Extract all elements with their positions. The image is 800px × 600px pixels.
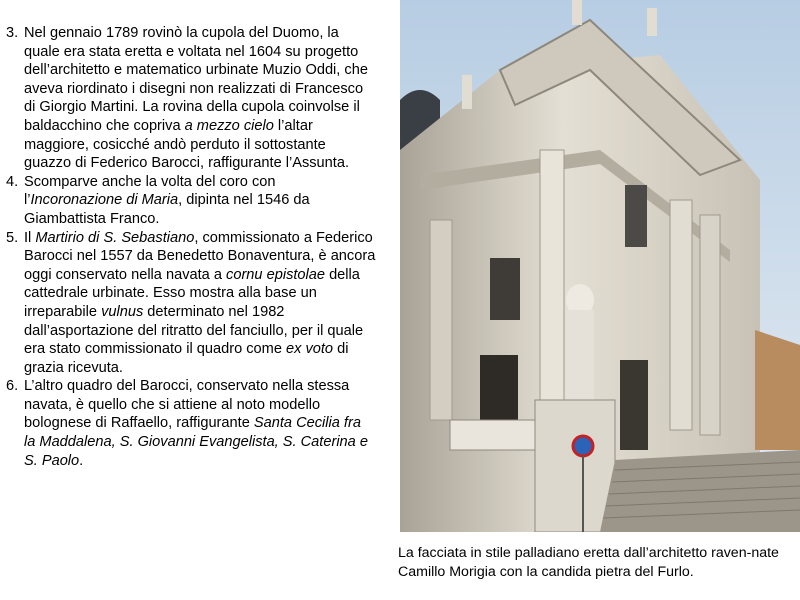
italic-title-text: ex voto xyxy=(286,341,334,358)
list-item xyxy=(6,377,376,470)
column xyxy=(670,200,692,430)
list-item-text xyxy=(24,173,376,229)
traffic-sign-icon xyxy=(573,436,593,456)
text-segment: l’altar maggiore, cosicché andò perduto il sottostante guazzo di Federico Barocci, raffigurante l’Assunta. xyxy=(24,117,350,172)
list-item-text xyxy=(24,377,376,470)
text-segment: della cattedrale urbinate. Esso mostra alla base un irreparabile xyxy=(24,266,360,320)
list-item xyxy=(6,173,376,229)
text-segment: Il xyxy=(24,229,36,246)
window xyxy=(625,185,647,247)
door xyxy=(620,360,648,450)
italic-title-text: cornu epistolae xyxy=(226,266,326,283)
roof-statue xyxy=(462,75,472,109)
text-segment: Nel gennaio 1789 rovinò la cupola del Duomo, la quale era stata eretta e voltata nel 1604 su progetto dell’architetto e matematico urbinate Muzio Oddi, che aveva riordinato i disegni non realizzati di Francesco di Giorgio Martini. La rovina della cupola coinvolse il baldacchino che copriva xyxy=(24,25,368,134)
list-item-text xyxy=(24,229,376,378)
italic-title-text: Santa Cecilia fra la Maddalena, S. Giovanni Evangelista, S. Caterina e S. Paolo xyxy=(24,415,368,469)
list-item-number: 6. xyxy=(6,378,19,395)
italic-title-text: a mezzo cielo xyxy=(184,117,274,134)
list-item xyxy=(6,229,376,378)
steps xyxy=(600,450,800,532)
text-segment: , dipinta nel 1546 da Giambattista Franco. xyxy=(24,192,310,227)
statue xyxy=(566,310,594,400)
column xyxy=(700,215,720,435)
roof-statue xyxy=(572,0,582,25)
cathedral-facade-photo xyxy=(400,0,800,532)
text-segment: . xyxy=(79,452,84,469)
roof-statue xyxy=(647,8,657,36)
column xyxy=(540,150,564,400)
list-item-number: 3. xyxy=(6,25,19,41)
pedestal xyxy=(535,400,615,532)
text-segment: L’altro quadro del Barocci, conservato nella stessa navata, è quello che si attiene al noto modello bolognese di Raffaello, raffigurante xyxy=(24,378,350,432)
sign-pole xyxy=(582,456,584,532)
side-building xyxy=(755,330,800,450)
window xyxy=(490,258,520,320)
list-item xyxy=(6,24,376,173)
list-item-text xyxy=(24,24,376,173)
column xyxy=(430,220,452,420)
numbered-list xyxy=(6,24,376,470)
text-segment: , commissionato a Federico Barocci nel 1557 da Benedetto Bonaventura, è ancora oggi conservato nella navata a xyxy=(24,229,376,283)
text-segment: di grazia ricevuta. xyxy=(24,341,349,376)
text-segment: Scomparve anche la volta del coro con l’ xyxy=(24,173,276,209)
photo-caption: La facciata in stile palladiano eretta dall’architetto raven-nate Camillo Morigia con la candida pietra del Furlo. xyxy=(398,545,779,580)
text-segment: determinato nel 1982 dall’asportazione del ritratto del fanciullo, per il quale era stato commissionato il quadro come xyxy=(24,303,364,358)
cathedral-facade-illustration xyxy=(400,0,800,532)
italic-title-text: Martirio di S. Sebastiano xyxy=(35,229,195,246)
door xyxy=(480,355,518,420)
list-item-number: 4. xyxy=(6,173,19,190)
list-item-number: 5. xyxy=(6,229,19,246)
italic-title-text: vulnus xyxy=(101,303,144,320)
italic-title-text: Incoronazione di Maria xyxy=(30,192,179,209)
